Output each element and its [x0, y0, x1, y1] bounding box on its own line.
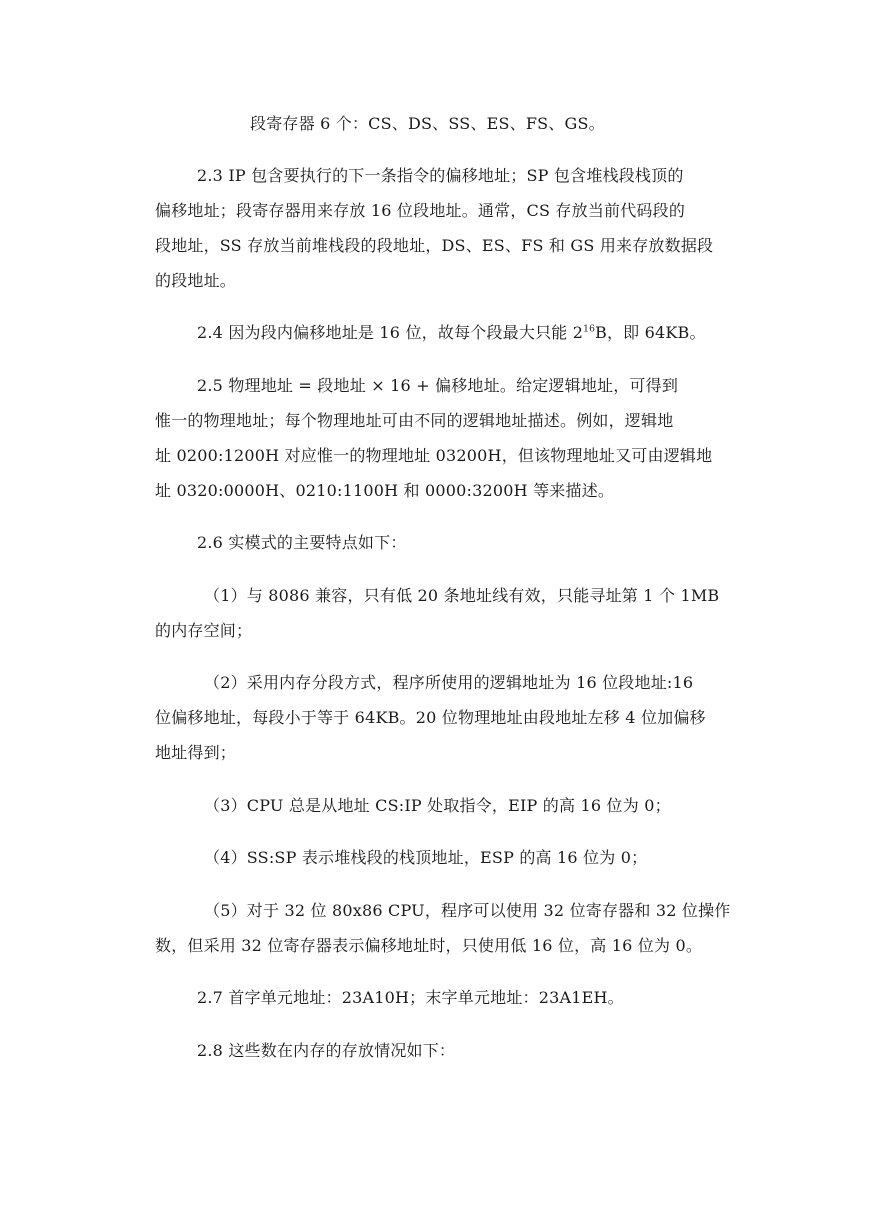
para-2-6-item-1-line-2: 的内存空间；: [155, 621, 253, 640]
para-2-6-item-2-line-3: 地址得到；: [155, 743, 237, 762]
para-2-3-line-4: 的段地址。: [155, 271, 237, 290]
para-2-3-line-3: 段地址，SS 存放当前堆栈段的段地址，DS、ES、FS 和 GS 用来存放数据段: [155, 236, 714, 255]
para-2-5-line-2: 惟一的物理地址；每个物理地址可由不同的逻辑地址描述。例如，逻辑地: [155, 411, 674, 430]
para-2-4: [197, 323, 706, 343]
para-2-5-line-3: 址 0200:1200H 对应惟一的物理地址 03200H，但该物理地址又可由逻辑地: [155, 446, 713, 465]
para-2-6-item-5-line-2: 数，但采用 32 位寄存器表示偏移地址时，只使用低 16 位，高 16 位为 0。: [155, 936, 703, 955]
para-2-4-exponent: 16: [583, 324, 595, 335]
para-2-6-item-1-line-1: （1）与 8086 兼容，只有低 20 条地址线有效，只能寻址第 1 个 1MB: [204, 586, 720, 605]
para-2-6-item-3: （3）CPU 总是从地址 CS:IP 处取指令，EIP 的高 16 位为 0；: [204, 796, 671, 815]
para-2-4-text-before: 2.4 因为段内偏移地址是 16 位，故每个段最大只能 2: [197, 323, 584, 342]
para-2-6-item-4: （4）SS:SP 表示堆栈段的栈顶地址，ESP 的高 16 位为 0；: [204, 848, 648, 867]
para-2-5-line-4: 址 0320:0000H、0210:1100H 和 0000:3200H 等来描述。: [155, 481, 615, 500]
para-2-3-line-1: 2.3 IP 包含要执行的下一条指令的偏移地址；SP 包含堆栈段栈顶的: [197, 166, 684, 185]
para-2-6-item-2-line-1: （2）采用内存分段方式，程序所使用的逻辑地址为 16 位段地址:16: [204, 673, 694, 692]
para-2-8: 2.8 这些数在内存的存放情况如下：: [197, 1041, 456, 1060]
para-2-4-text-after: B，即 64KB。: [595, 323, 706, 342]
para-2-3-line-2: 偏移地址；段寄存器用来存放 16 位段地址。通常，CS 存放当前代码段的: [155, 201, 686, 220]
para-2-7: 2.7 首字单元地址：23A10H；末字单元地址：23A1EH。: [197, 988, 624, 1007]
para-2-6-item-2-line-2: 位偏移地址，每段小于等于 64KB。20 位物理地址由段地址左移 4 位加偏移: [155, 708, 706, 727]
para-2-5-line-1: 2.5 物理地址 = 段地址 × 16 + 偏移地址。给定逻辑地址，可得到: [197, 376, 679, 395]
para-2-6-item-5-line-1: （5）对于 32 位 80x86 CPU，程序可以使用 32 位寄存器和 32 位操作: [204, 901, 731, 920]
registers-line: 段寄存器 6 个：CS、DS、SS、ES、FS、GS。: [250, 114, 605, 133]
para-2-6-heading: 2.6 实模式的主要特点如下：: [197, 533, 407, 552]
